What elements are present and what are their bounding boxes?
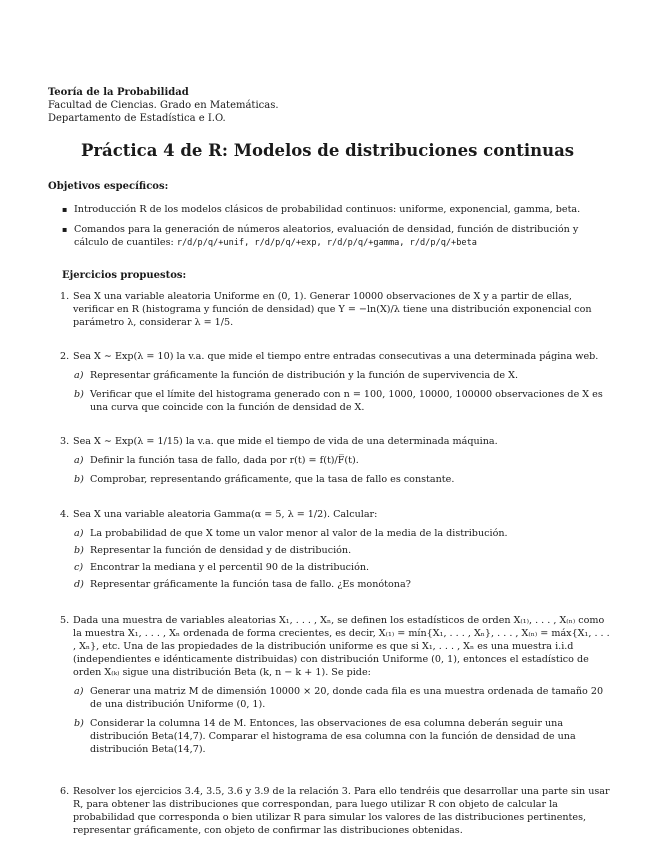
subitem-label: b) bbox=[74, 718, 84, 729]
subitem-b bbox=[74, 544, 611, 557]
subitem-text: La probabilidad de que X tome un valor menor al valor de la media de la distribución. bbox=[90, 528, 508, 539]
exercise-6 bbox=[60, 785, 611, 837]
subitem-label: c) bbox=[74, 562, 84, 573]
exercise-number: 4. bbox=[60, 509, 70, 520]
subitem-a bbox=[74, 527, 611, 540]
subitem-text: Definir la función tasa de fallo, dada por r(t) = f(t)/F̅(t). bbox=[90, 455, 359, 466]
subitem-a bbox=[74, 685, 611, 711]
exercise-1 bbox=[60, 290, 611, 329]
subitem-label: a) bbox=[74, 455, 84, 466]
subitem-a bbox=[74, 369, 611, 382]
page-title: Práctica 4 de R: Modelos de distribuciones continuas bbox=[80, 141, 575, 160]
subitem-text: Comprobar, representando gráficamente, que la tasa de fallo es constante. bbox=[90, 474, 455, 485]
subitem-text: Representar gráficamente la función tasa de fallo. ¿Es monótona? bbox=[90, 579, 411, 590]
subitem-label: b) bbox=[74, 474, 84, 485]
exercise-text: Sea X una variable aleatoria Uniforme en (0, 1). Generar 10000 observaciones de X y a partir de ellas, verificar en R (histograma y función de densidad) que Y = −ln(X)/λ tiene una distribución exponencial con parámetro λ, considerar λ = 1/5. bbox=[73, 291, 592, 328]
subitem-text: Generar una matriz M de dimensión 10000 × 20, donde cada fila es una muestra ordenada de tamaño 20 de una distribución Uniforme (0, 1). bbox=[90, 686, 604, 710]
exercises-heading: Ejercicios propuestos: bbox=[62, 270, 187, 281]
subitem-label: a) bbox=[74, 686, 84, 697]
document-header bbox=[48, 86, 279, 125]
subitem-label: b) bbox=[74, 389, 84, 400]
exercise-number: 3. bbox=[60, 436, 70, 447]
subitem-label: b) bbox=[74, 545, 84, 556]
subitem-label: d) bbox=[74, 579, 84, 590]
course-name: Teoría de la Probabilidad bbox=[48, 87, 189, 98]
exercise-3 bbox=[60, 435, 611, 486]
exercise-text: Sea X ∼ Exp(λ = 1/15) la v.a. que mide el tiempo de vida de una determinada máquina. bbox=[73, 436, 498, 447]
exercise-text: Sea X ∼ Exp(λ = 10) la v.a. que mide el tiempo entre entradas consecutivas a una determinada página web. bbox=[73, 351, 599, 362]
objectives-heading: Objetivos específicos: bbox=[48, 181, 169, 192]
subitem-text: Representar la función de densidad y de distribución. bbox=[90, 545, 352, 556]
exercise-2 bbox=[60, 350, 611, 414]
subitem-text: Representar gráficamente la función de distribución y la función de supervivencia de X. bbox=[90, 370, 518, 381]
subitem-text: Encontrar la mediana y el percentil 90 de la distribución. bbox=[90, 562, 370, 573]
subitem-text: Considerar la columna 14 de M. Entonces, las observaciones de esa columna deberán seguir una distribución Beta(14,7). Comparar el histograma de esa columna con la función de densidad de una distribución Beta(14,7). bbox=[90, 718, 576, 755]
r-commands: r/d/p/q/+unif, r/d/p/q/+exp, r/d/p/q/+gamma, r/d/p/q/+beta bbox=[176, 238, 477, 248]
subitem-c bbox=[74, 561, 611, 574]
subitem-label: a) bbox=[74, 528, 84, 539]
department-name: Departamento de Estadística e I.O. bbox=[48, 113, 226, 124]
subitem-label: a) bbox=[74, 370, 84, 381]
exercise-text: Sea X una variable aleatoria Gamma(α = 5, λ = 1/2). Calcular: bbox=[73, 509, 378, 520]
faculty-name: Facultad de Ciencias. Grado en Matemáticas. bbox=[48, 100, 279, 111]
subitem-d bbox=[74, 578, 611, 591]
objective-item: ▪ Comandos para la generación de números aleatorios, evaluación de densidad, función de distribución y cálculo de cuantiles: r/d/p/q/+unif, r/d/p/q/+exp, r/d/p/q/+gamma, r/d/p/q/+beta bbox=[62, 223, 610, 250]
exercise-5 bbox=[60, 614, 611, 756]
exercise-number: 5. bbox=[60, 615, 70, 626]
exercise-number: 6. bbox=[60, 786, 70, 797]
exercise-number: 2. bbox=[60, 351, 70, 362]
subitem-b bbox=[74, 388, 611, 414]
exercise-text: Resolver los ejercicios 3.4, 3.5, 3.6 y 3.9 de la relación 3. Para ello tendréis que desarrollar una parte sin usar R, para obtener las distribuciones que correspondan, para luego utilizar R con objeto de calcular la probabilidad que corresponda o bien utilizar R para simular los valores de las distribuciones pertinentes, representar gráficamente, con objeto de confirmar las distribuciones obtenidas. bbox=[73, 786, 610, 836]
objectives-list bbox=[62, 203, 610, 257]
objective-item: ▪ Introducción R de los modelos clásicos de probabilidad continuos: uniforme, exponencial, gamma, beta. bbox=[62, 203, 610, 216]
subitem-a bbox=[74, 454, 611, 467]
subitem-b bbox=[74, 473, 611, 486]
exercise-text: Dada una muestra de variables aleatorias X₁, . . . , Xₙ, se definen los estadísticos de orden X₍₁₎, . . . , X₍ₙ₎ como la muestra X₁, . . . , Xₙ ordenada de forma crecientes, es decir, X₍₁₎ = mín{X₁, . . . , Xₙ}, . . . , X₍ₙ₎ = máx{X₁, . . . , Xₙ}, etc. Una de las propiedades de la distribución uniforme es que si X₁, . . . , Xₙ es una muestra i.i.d (independientes e idénticamente distribuidas) con distribución Uniforme (0, 1), entonces el estadístico de orden X₍ₖ₎ sigue una distribución Beta (k, n − k + 1). Se pide: bbox=[73, 615, 610, 678]
subitem-text: Verificar que el límite del histograma generado con n = 100, 1000, 10000, 100000 observaciones de X es una curva que coincide con la función de densidad de X. bbox=[90, 389, 603, 413]
exercise-number: 1. bbox=[60, 291, 70, 302]
subitem-b bbox=[74, 717, 611, 756]
exercise-4 bbox=[60, 508, 611, 591]
